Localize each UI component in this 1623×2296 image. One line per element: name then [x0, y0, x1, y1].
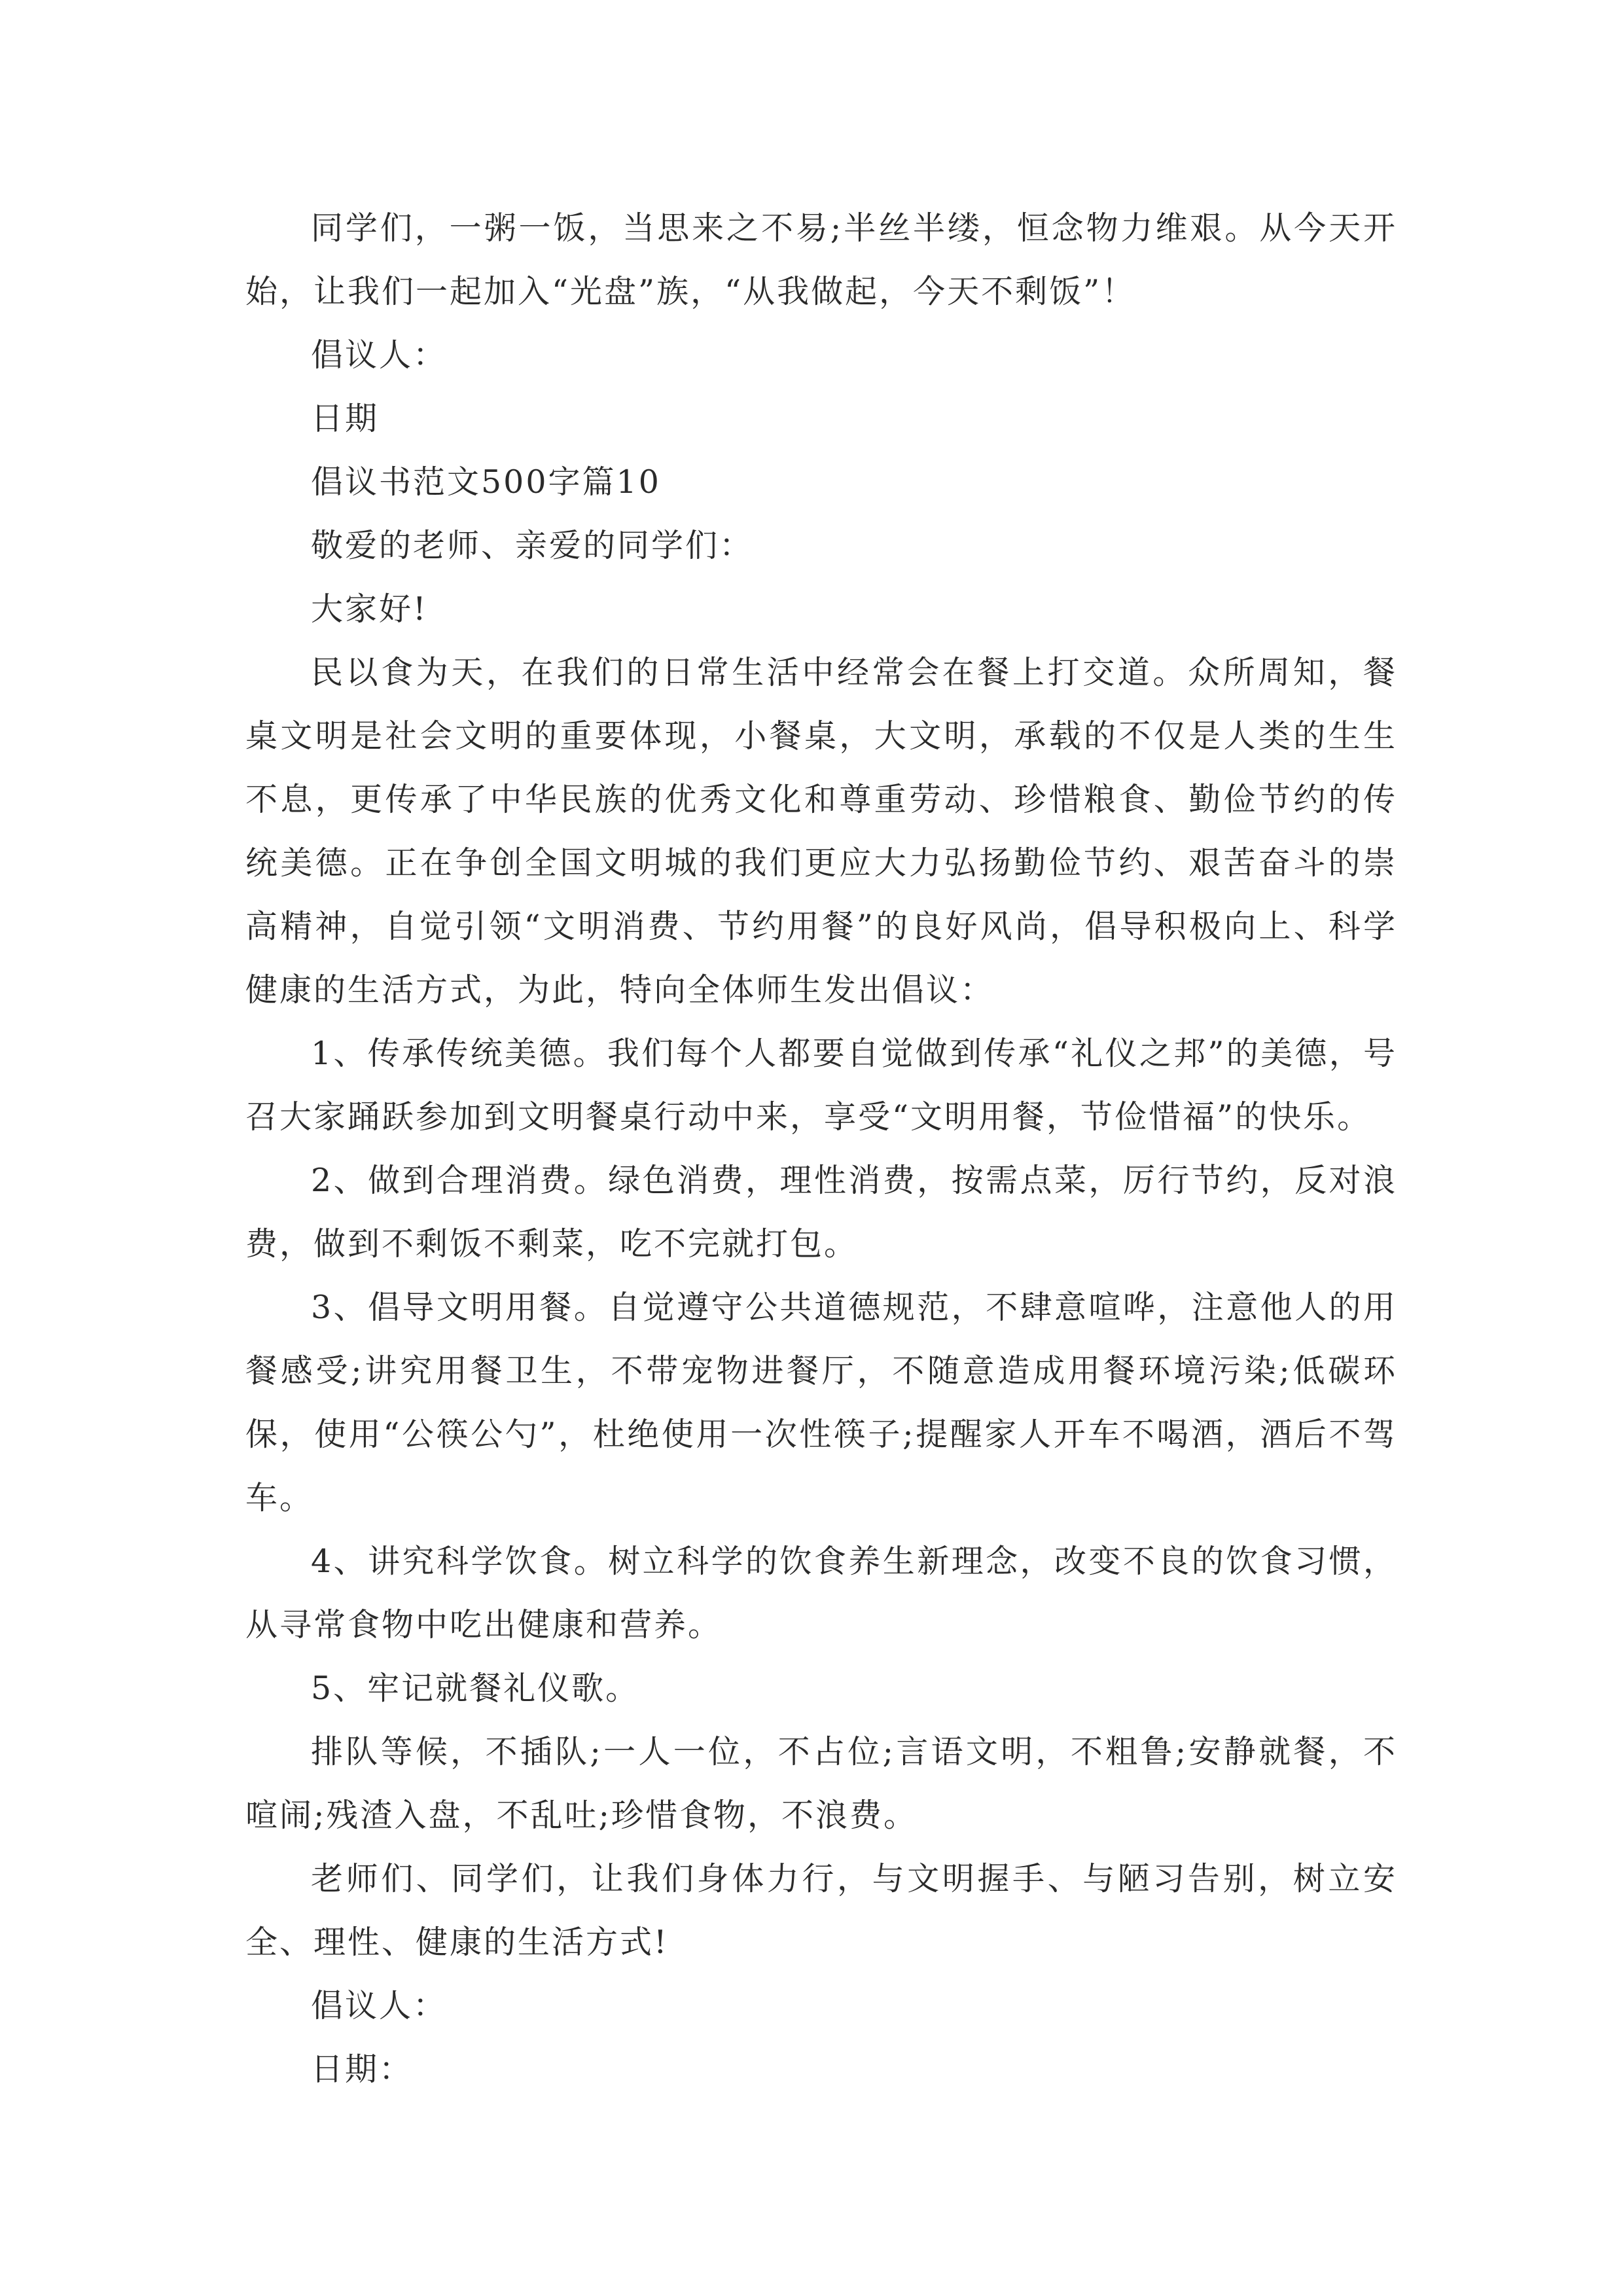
paragraph-salutation: 敬爱的老师、亲爱的同学们：	[311, 527, 754, 564]
document-body	[245, 196, 1397, 2101]
paragraph-greeting: 大家好!	[311, 590, 428, 628]
paragraph-introduction: 民以食为天，在我们的日常生活中经常会在餐上打交道。众所周知，餐桌文明是社会文明的重要体现，小餐桌，大文明，承载的不仅是人类的生生不息，更传承了中华民族的优秀文化和尊重劳动、珍惜粮食、勤俭节约的传统美德。正在争创全国文明城的我们更应大力弘扬勤俭节约、艰苦奋斗的崇高精神，自觉引领“文明消费、节约用餐”的良好风尚，倡导积极向上、科学健康的生活方式，为此，特向全体师生发出倡议：	[245, 654, 1397, 1009]
section-title: 倡议书范文500字篇10	[311, 463, 661, 501]
paragraph-conclusion: 老师们、同学们，让我们身体力行，与文明握手、与陋习告别，树立安全、理性、健康的生活方式!	[245, 1860, 1397, 1961]
paragraph-date-label: 日期	[311, 400, 380, 437]
paragraph-item-4: 4、讲究科学饮食。树立科学的饮食养生新理念，改变不良的饮食习惯，从寻常食物中吃出健康和营养。	[245, 1543, 1397, 1643]
paragraph-proposer-label: 倡议人：	[311, 336, 448, 374]
paragraph-closing-appeal: 同学们，一粥一饭，当思来之不易;半丝半缕，恒念物力维艰。从今天开始，让我们一起加入“光盘”族，“从我做起，今天不剩饭”！	[245, 209, 1397, 310]
paragraph-item-3: 3、倡导文明用餐。自觉遵守公共道德规范，不肆意喧哗，注意他人的用餐感受;讲究用餐卫生，不带宠物进餐厅，不随意造成用餐环境污染;低碳环保，使用“公筷公勺”，杜绝使用一次性筷子;提醒家人开车不喝酒，酒后不驾车。	[245, 1289, 1397, 1516]
paragraph-proposer-label-2: 倡议人：	[311, 1987, 448, 2024]
paragraph-item-1: 1、传承传统美德。我们每个人都要自觉做到传承“礼仪之邦”的美德，号召大家踊跃参加到文明餐桌行动中来，享受“文明用餐，节俭惜福”的快乐。	[245, 1035, 1397, 1136]
paragraph-etiquette-song: 排队等候，不插队;一人一位，不占位;言语文明，不粗鲁;安静就餐，不喧闹;残渣入盘，不乱吐;珍惜食物，不浪费。	[245, 1733, 1397, 1834]
paragraph-date-label-2: 日期：	[311, 2051, 414, 2088]
paragraph-item-2: 2、做到合理消费。绿色消费，理性消费，按需点菜，厉行节约，反对浪费，做到不剩饭不剩菜，吃不完就打包。	[245, 1162, 1397, 1263]
paragraph-item-5: 5、牢记就餐礼仪歌。	[311, 1670, 640, 1707]
